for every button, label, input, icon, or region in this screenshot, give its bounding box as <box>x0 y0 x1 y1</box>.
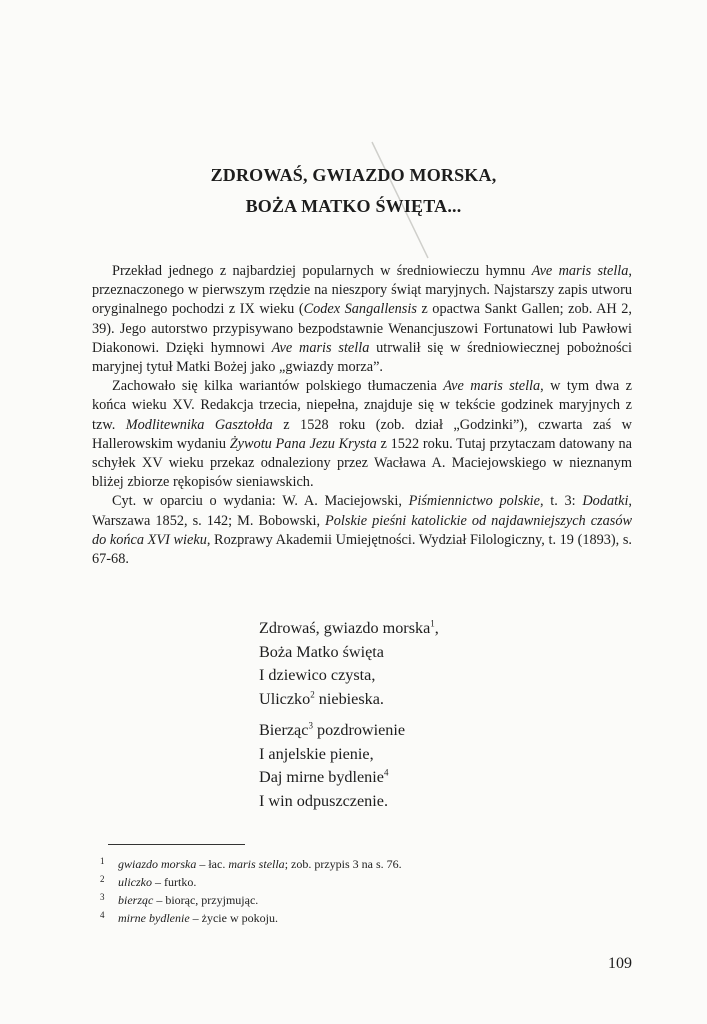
footnotes <box>100 855 600 927</box>
italic-title: Polskie pieśni katolickie od najdawniejszych czasów do końca XVI wieku <box>92 512 632 548</box>
verse-line <box>259 617 559 641</box>
poem <box>259 617 559 821</box>
page-number: 109 <box>608 955 632 972</box>
italic-title: Ave maris stella <box>271 339 370 356</box>
intro-paragraph-1 <box>92 262 632 377</box>
text-run: , przeznaczonego w pierwszym rzędzie na nieszpory świąt maryjnych. Najstarszy zapis utworu oryginalnego pochodzi z IX wieku ( <box>92 263 632 318</box>
text-run: , w tym dwa z końca wieku XV. Redakcja trzecia, niepełna, znajduje się w tekście godzinek maryjnych z tzw. <box>92 378 632 433</box>
footnote-4 <box>100 909 600 927</box>
text-run: , Warszawa 1852, s. 142; M. Bobowski, <box>92 493 632 529</box>
italic-title: Ave maris stella <box>531 263 629 279</box>
verse-line <box>259 766 559 790</box>
verse-text: Uliczko <box>259 689 311 708</box>
italic-title: Ave maris stella <box>443 378 541 395</box>
title-line-2: BOŻA MATKO ŚWIĘTA... <box>245 196 462 216</box>
footnote-3 <box>100 891 600 909</box>
footnote-ref: 1 <box>430 618 435 629</box>
stanza-2 <box>259 719 559 813</box>
footnote-text: – łac. <box>196 857 229 871</box>
italic-title: Modlitewnika Gasztołda <box>125 416 273 433</box>
italic-title: Żywotu Pana Jezu Krysta <box>229 435 377 452</box>
intro-paragraph-3 <box>92 492 632 569</box>
verse-text: pozdrowienie <box>312 721 406 739</box>
text-run: z opactwa Sankt Gallen; zob. AH 2, 39). Jego autorstwo przypisywano bezpodstawnie Wenancjuszowi Fortunatowi lub Pawłowi Diakonowi. Dzięki hymnowi <box>92 301 632 356</box>
text-run: , Rozprawy Akademii Umiejętności. Wydział Filologiczny, t. 19 (1893), s. 67-68. <box>92 531 633 568</box>
verse-line: I win odpuszczenie. <box>259 791 389 810</box>
footnote-term: mirne bydlenie <box>118 911 190 925</box>
text-run: Przekład jednego z najbardziej popularnych w średniowieczu hymnu <box>112 263 532 279</box>
footnote-term: bierząc <box>118 893 154 907</box>
footnote-1 <box>100 855 600 873</box>
footnote-number: 1 <box>100 856 105 866</box>
verse-text: Daj mirne bydlenie <box>259 768 384 786</box>
footnote-2 <box>100 873 600 891</box>
stanza-1 <box>259 617 559 711</box>
footnote-term: gwiazdo morska <box>118 857 197 871</box>
verse-line <box>259 688 559 712</box>
text-run: , t. 3: <box>540 493 583 510</box>
footnote-number: 4 <box>100 910 105 920</box>
footnote-ref: 4 <box>383 767 389 778</box>
footnote-text: – życie w pokoju. <box>189 911 278 925</box>
text-run: utrwalił się w średniowiecznej pobożności maryjnej tytuł Matki Bożej jako „gwiazdy morza”. <box>92 339 632 376</box>
italic-title: Dodatki <box>582 493 629 510</box>
text-run: Zachowało się kilka wariantów polskiego tłumaczenia <box>112 378 444 395</box>
verse-text: , <box>434 619 439 637</box>
footnote-ref: 3 <box>308 720 313 731</box>
verse-line: Boża Matko święta <box>259 642 384 661</box>
italic-title: Piśmiennictwo polskie <box>408 493 541 510</box>
page-title <box>0 160 707 222</box>
footnote-number: 3 <box>100 892 105 902</box>
verse-text: Zdrowaś, gwiazdo morska <box>259 619 431 637</box>
text-run: Cyt. w oparciu o wydania: W. A. Maciejowski, <box>112 493 409 510</box>
verse-line: I dziewico czysta, <box>259 666 376 684</box>
verse-text: niebieska. <box>314 689 384 708</box>
italic-title: Codex Sangallensis <box>303 301 417 318</box>
footnote-text: – biorąc, przyjmując. <box>153 893 259 907</box>
footnote-number: 2 <box>100 874 105 884</box>
verse-line <box>259 719 559 743</box>
verse-line: I anjelskie pienie, <box>259 744 374 763</box>
verse-text: Bierząc <box>259 721 309 739</box>
intro-paragraph-2 <box>92 377 632 492</box>
text-run: z 1528 roku (zob. dział „Godzinki”), czwarta zaś w Hallerowskim wydaniu <box>92 416 632 452</box>
introduction-text <box>92 262 632 569</box>
title-line-1: ZDROWAŚ, GWIAZDO MORSKA, <box>210 165 497 185</box>
footnote-term: uliczko <box>118 875 152 889</box>
footnote-ref: 2 <box>310 689 315 700</box>
footnote-text: ; zob. przypis 3 na s. 76. <box>284 857 402 871</box>
text-run: z 1522 roku. Tutaj przytaczam datowany na schyłek XV wieku przekaz odnaleziony przez Wacława A. Maciejowskiego w nieznanym bliżej zbiorze rękopisów sieniawskich. <box>92 435 632 491</box>
footnote-text: – furtko. <box>152 875 197 889</box>
footnote-latin: maris stella <box>228 857 285 871</box>
footnote-separator <box>108 844 245 845</box>
